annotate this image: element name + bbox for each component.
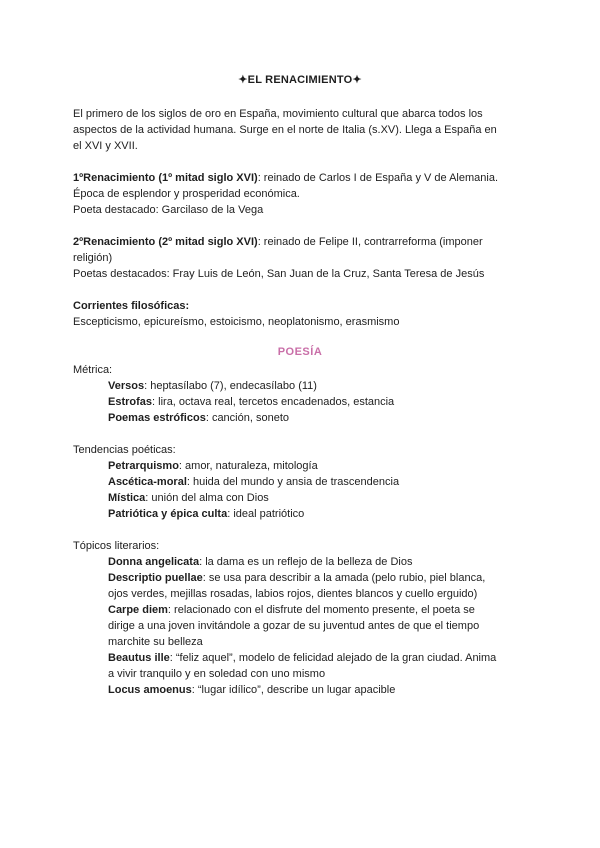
metrica-term: Versos: [108, 380, 145, 392]
topico-beatus: [108, 650, 496, 666]
tendencias-label: Tendencias poéticas:: [73, 444, 176, 456]
topico-carpe-cont-2: marchite su belleza: [108, 636, 203, 648]
topico-descriptio: [108, 570, 485, 586]
topico-term: Donna angelicata: [108, 556, 200, 568]
topico-carpe: [108, 602, 475, 618]
metrica-desc: : lira, octava real, tercetos encadenados, estancia: [152, 396, 395, 408]
intro-line-1: El primero de los siglos de oro en España, movimiento cultural que abarca todos los: [73, 108, 483, 120]
topico-donna: [108, 554, 412, 570]
renacimiento1-line-2: Época de esplendor y prosperidad económica.: [73, 188, 300, 200]
tendencias-item: [108, 474, 399, 490]
metrica-item: [108, 394, 394, 410]
tendencias-desc: : amor, naturaleza, mitología: [178, 460, 318, 472]
metrica-term: Estrofas: [108, 396, 153, 408]
topico-carpe-cont-1: dirige a una joven invitándole a gozar de su juventud antes de que el tiempo: [108, 620, 480, 632]
metrica-label: Métrica:: [73, 364, 113, 376]
topico-desc: : la dama es un reflejo de la belleza de Dios: [199, 556, 413, 568]
topico-descriptio-cont: ojos verdes, mejillas rosadas, labios rojos, dientes blancos y cuello erguido): [108, 588, 478, 600]
corrientes-heading-text: Corrientes filosóficas:: [73, 300, 190, 312]
topico-desc: : relacionado con el disfrute del momento presente, el poeta se: [167, 604, 475, 616]
tendencias-desc: : unión del alma con Dios: [145, 492, 269, 504]
metrica-item: [108, 378, 317, 394]
tendencias-term: Mística: [108, 492, 146, 504]
topico-desc: : se usa para describir a la amada (pelo rubio, piel blanca,: [202, 572, 486, 584]
tendencias-desc: : huida del mundo y ansia de trascendencia: [186, 476, 400, 488]
page-title: ✦EL RENACIMIENTO✦: [238, 74, 362, 86]
topico-term: Descriptio puellae: [108, 572, 203, 584]
topico-desc: : “lugar idílico”, describe un lugar apacible: [191, 684, 396, 696]
intro-line-2: aspectos de la actividad humana. Surge en el norte de Italia (s.XV). Llega a España en: [73, 124, 497, 136]
intro-line-3: el XVI y XVII.: [73, 140, 138, 152]
topico-locus: [108, 682, 395, 698]
metrica-term: Poemas estróficos: [108, 412, 206, 424]
tendencias-item: [108, 490, 269, 506]
topico-term: Carpe diem: [108, 604, 168, 616]
poesia-heading: POESÍA: [277, 346, 323, 358]
topico-desc: : “feliz aquel”, modelo de felicidad alejado de la gran ciudad. Anima: [169, 652, 497, 664]
metrica-desc: : heptasílabo (7), endecasílabo (11): [144, 380, 317, 392]
metrica-desc: : canción, soneto: [205, 412, 289, 424]
tendencias-term: Patriótica y épica culta: [108, 508, 228, 520]
metrica-item: [108, 410, 289, 426]
tendencias-term: Petrarquismo: [108, 460, 179, 472]
renacimiento2-line-2: religión): [73, 252, 113, 264]
renacimiento1-line-3: Poeta destacado: Garcilaso de la Vega: [73, 204, 264, 216]
topico-term: Locus amoenus: [108, 684, 192, 696]
renacimiento1-text: : reinado de Carlos I de España y V de Alemania.: [257, 172, 499, 184]
renacimiento1-line: [73, 170, 498, 186]
topicos-label: Tópicos literarios:: [73, 540, 160, 552]
renacimiento2-line: [73, 234, 483, 250]
renacimiento2-text: : reinado de Felipe II, contrarreforma (imponer: [257, 236, 483, 248]
topico-beatus-cont: a vivir tranquilo y en soledad con uno mismo: [108, 668, 326, 680]
tendencias-term: Ascética-moral: [108, 476, 187, 488]
tendencias-item: [108, 458, 318, 474]
renacimiento2-heading: 2ºRenacimiento (2º mitad siglo XVI): [73, 236, 258, 248]
renacimiento2-line-3: Poetas destacados: Fray Luis de León, San Juan de la Cruz, Santa Teresa de Jesús: [73, 268, 485, 280]
corrientes-heading: [73, 298, 189, 314]
topico-term: Beautus ille: [108, 652, 170, 664]
corrientes-text: Escepticismo, epicureísmo, estoicismo, neoplatonismo, erasmismo: [73, 316, 400, 328]
tendencias-item: [108, 506, 304, 522]
renacimiento1-heading: 1ºRenacimiento (1º mitad siglo XVI): [73, 172, 258, 184]
tendencias-desc: : ideal patriótico: [227, 508, 305, 520]
